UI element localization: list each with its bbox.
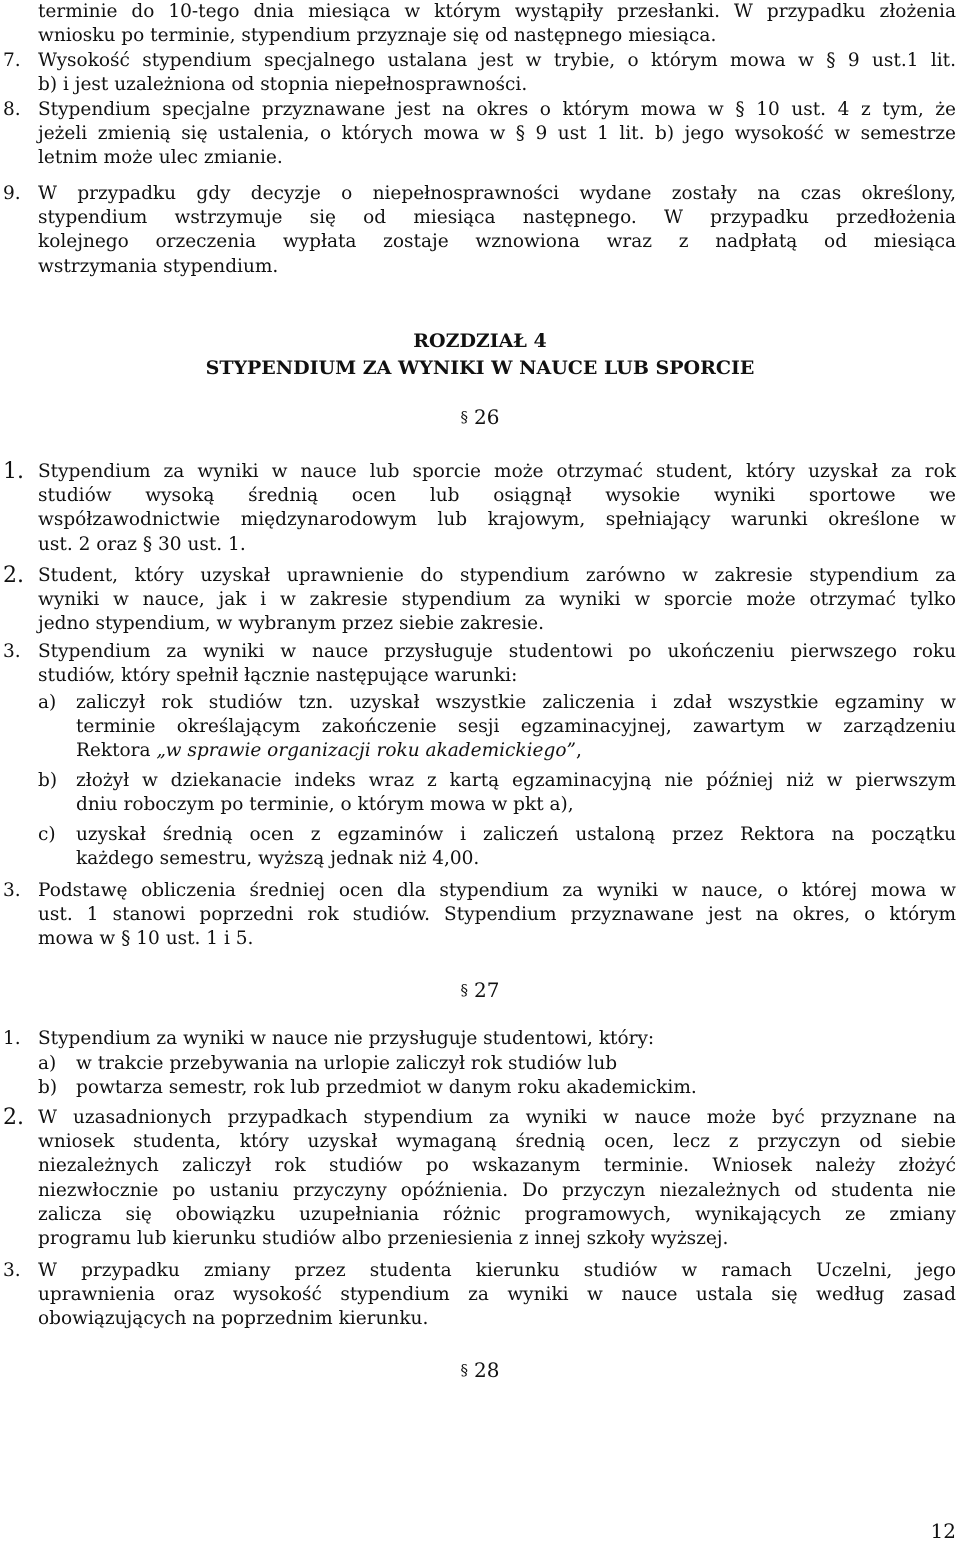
text-line: uprawnienia oraz wysokość stypendium za wyniki w nauce ustala się według zasad <box>38 1284 956 1306</box>
text-line: niezależnych zaliczył rok studiów po wskazanym terminie. Wniosek należy złożyć <box>38 1155 956 1177</box>
text-line: b) i jest uzależniona od stopnia niepełnosprawności. <box>38 74 528 96</box>
text-line: W uzasadnionych przypadkach stypendium za wyniki w nauce może być przyznane na <box>38 1107 956 1128</box>
section-number: 27 <box>474 978 500 1002</box>
item-letter: c) <box>38 824 56 845</box>
section-heading-26 <box>0 404 960 430</box>
section-symbol: § <box>460 981 469 999</box>
text-line: ust. 1 stanowi poprzedni rok studiów. Stypendium przyznawane jest na okres, o którym <box>38 904 956 926</box>
text-fragment: , <box>575 740 582 762</box>
text-line: studiów wysoką średnią ocen lub osiągnął wysokie wyniki sportowe we <box>38 485 956 507</box>
text-line: studiów, który spełnił łącznie następujące warunki: <box>38 665 518 687</box>
chapter-subtitle: STYPENDIUM ZA WYNIKI W NAUCE LUB SPORCIE <box>205 357 755 379</box>
paragraph-number: 2. <box>3 1105 24 1130</box>
paragraph-number: 3. <box>3 641 21 662</box>
paragraph-number: 8. <box>3 99 21 120</box>
paragraph-number: 3. <box>3 880 21 901</box>
text-line: Wysokość stypendium specjalnego ustalana jest w trybie, o którym mowa w § 9 ust.1 lit. <box>38 50 956 71</box>
paragraph-number: 7. <box>3 50 21 71</box>
text-line: jedno stypendium, w wybranym przez siebie zakresie. <box>38 613 545 635</box>
text-line: kolejnego orzeczenia wypłata zostaje wznowiona wraz z nadpłatą od miesiąca <box>38 231 956 253</box>
text-line: W przypadku zmiany przez studenta kierunku studiów w ramach Uczelni, jego <box>38 1260 956 1281</box>
item-letter: a) <box>38 1053 57 1074</box>
text-line: Student, który uzyskał uprawnienie do stypendium zarówno w zakresie stypendium za <box>38 565 956 586</box>
text-line: współzawodnictwie międzynarodowym lub krajowym, spełniający warunki określone w <box>38 509 956 531</box>
text-line: niezwłocznie po ustaniu przyczyny opóźnienia. Do przyczyn niezależnych od studenta nie <box>38 1179 956 1201</box>
text-line: ust. 2 oraz § 30 ust. 1. <box>38 533 246 555</box>
text-line: złożył w dziekanacie indeks wraz z kartą egzaminacyjną nie później niż w pierwszym <box>76 770 956 791</box>
paragraph-number: 1. <box>3 1028 21 1049</box>
paragraph-number: 2. <box>3 563 24 588</box>
paragraph-number: 9. <box>3 183 21 204</box>
item-letter: a) <box>38 692 57 713</box>
text-line: Stypendium za wyniki w nauce lub sporcie może otrzymać student, który uzyskał za rok <box>38 461 956 482</box>
text-line <box>76 739 956 763</box>
section-number: 28 <box>474 1358 500 1382</box>
section-symbol: § <box>460 1361 469 1379</box>
text-line: programu lub kierunku studiów albo przeniesienia z innej szkoły wyższej. <box>38 1227 729 1249</box>
text-line: wyniki w nauce, jak i w zakresie stypendium za wyniki w sporcie może otrzymać tylko <box>38 589 956 611</box>
text-line: obowiązujących na poprzednim kierunku. <box>38 1308 429 1330</box>
section-number: 26 <box>474 405 500 429</box>
text-line: wniosek studenta, który uzyskał wymaganą średnią ocen, lecz z przyczyn od siebie <box>38 1131 956 1153</box>
text-line: Stypendium specjalne przyznawane jest na okres o którym mowa w § 10 ust. 4 z tym, że <box>38 99 956 120</box>
text-line: zaliczył rok studiów tzn. uzyskał wszystkie zaliczenia i zdał wszystkie egzaminy w <box>76 692 956 713</box>
chapter-title: ROZDZIAŁ 4 <box>413 330 547 352</box>
paragraph-number: 1. <box>3 459 24 484</box>
text-line: Stypendium za wyniki w nauce nie przysługuje studentowi, który: <box>38 1028 655 1049</box>
section-heading-27 <box>0 977 960 1003</box>
text-line: wniosku po terminie, stypendium przyznaje się od następnego miesiąca. <box>38 25 717 47</box>
text-line: Podstawę obliczenia średniej ocen dla stypendium za wyniki w nauce, o której mowa w <box>38 880 956 901</box>
text-fragment: Rektora <box>76 740 157 762</box>
text-line: dniu roboczym po terminie, o którym mowa w pkt a), <box>76 794 574 816</box>
text-line: zalicza się obowiązku uzupełniania różnic programowych, wynikających ze zmiany <box>38 1203 956 1225</box>
section-heading-28 <box>0 1357 960 1383</box>
text-line: terminie określającym zakończenie sesji egzaminacyjnej, zawartym w zarządzeniu <box>76 716 956 738</box>
text-line: wstrzymania stypendium. <box>38 255 279 277</box>
text-line: mowa w § 10 ust. 1 i 5. <box>38 928 254 950</box>
text-line: powtarza semestr, rok lub przedmiot w danym roku akademickim. <box>76 1077 697 1098</box>
section-symbol: § <box>460 408 469 426</box>
page-number: 12 <box>930 1519 956 1543</box>
text-line: W przypadku gdy decyzje o niepełnosprawności wydane zostały na czas określony, <box>38 183 956 204</box>
text-line: każdego semestru, wyższą jednak niż 4,00. <box>76 848 480 870</box>
item-letter: b) <box>38 1077 58 1098</box>
text-line: uzyskał średnią ocen z egzaminów i zaliczeń ustaloną przez Rektora na początku <box>76 824 956 845</box>
text-line: jeżeli zmienią się ustalenia, o których mowa w § 9 ust 1 lit. b) jego wysokość w semestrze <box>38 123 956 145</box>
text-line: terminie do 10-tego dnia miesiąca w którym wystąpiły przesłanki. W przypadku złożenia <box>38 1 956 22</box>
italic-title: „w sprawie organizacji roku akademickiego” <box>156 740 576 762</box>
paragraph-number: 3. <box>3 1260 21 1281</box>
text-line: letnim może ulec zmianie. <box>38 147 283 169</box>
text-line: stypendium wstrzymuje się od miesiąca następnego. W przypadku przedłożenia <box>38 207 956 229</box>
item-letter: b) <box>38 770 58 791</box>
text-line: Stypendium za wyniki w nauce przysługuje studentowi po ukończeniu pierwszego roku <box>38 641 956 662</box>
text-line: w trakcie przebywania na urlopie zaliczył rok studiów lub <box>76 1053 618 1074</box>
